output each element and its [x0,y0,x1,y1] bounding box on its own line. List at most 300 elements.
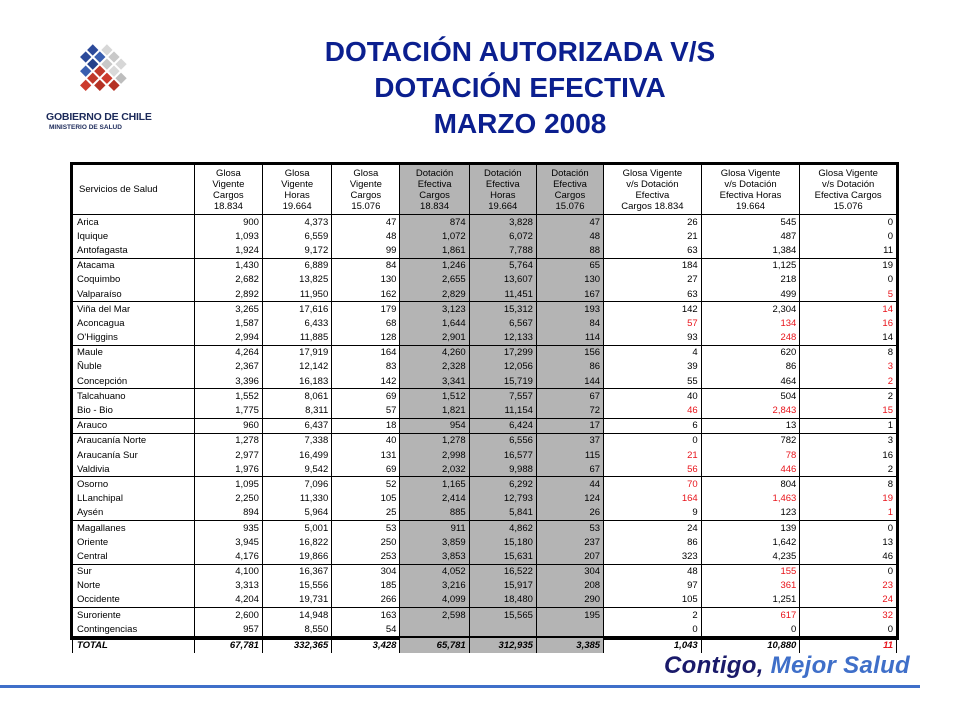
table-cell: 1,430 [194,258,262,273]
table-cell: 12,133 [469,331,536,346]
table-cell: 12,793 [469,492,536,506]
table-cell: 207 [536,549,603,564]
table-cell: 6,889 [262,258,331,273]
table-cell: 6,559 [262,229,331,243]
table-cell: 47 [536,215,603,230]
service-name: Bio - Bio [73,403,195,418]
table-cell: 179 [332,302,400,317]
table-cell: 37 [536,433,603,448]
table-cell: 16,822 [262,535,331,549]
table-cell: 48 [604,564,702,579]
table-cell [536,622,603,637]
table-cell: 67 [536,462,603,477]
table-cell: 874 [400,215,469,230]
table-cell: 9,988 [469,462,536,477]
column-header: Glosa Vigente v/s Dotación Efectiva Cargos 18.834 [604,165,702,215]
table-cell: 52 [332,477,400,492]
column-header: Glosa Vigente Cargos 18.834 [194,165,262,215]
table-cell: 1,072 [400,229,469,243]
table-cell: 15,565 [469,608,536,623]
table-row [73,448,897,462]
table-cell: 3,828 [469,215,536,230]
table-cell: 4,052 [400,564,469,579]
table-cell: 2,598 [400,608,469,623]
table-cell: 63 [604,287,702,302]
table-cell: 48 [536,229,603,243]
column-header: Dotación Efectiva Cargos 15.076 [536,165,603,215]
table-cell: 5,001 [262,520,331,535]
service-name: Talcahuano [73,389,195,404]
table-cell: 24 [604,520,702,535]
table-cell: 40 [604,389,702,404]
table-cell: 195 [536,608,603,623]
table-cell: 617 [701,608,800,623]
logo-mosaic-icon [62,40,132,108]
table-cell: 27 [604,273,702,287]
table-cell: 804 [701,477,800,492]
table-cell: 105 [604,593,702,608]
service-name: Aconcagua [73,316,195,330]
table-cell: 57 [332,403,400,418]
table-cell: 17 [536,418,603,433]
table-cell: 446 [701,462,800,477]
table-cell: 156 [536,345,603,360]
table-cell: 11 [800,243,897,258]
table-cell: 8 [800,477,897,492]
footer-rule [0,685,920,688]
table-cell: 7,096 [262,477,331,492]
table-cell: 957 [194,622,262,637]
table-cell: 3,313 [194,579,262,593]
table-cell: 19,866 [262,549,331,564]
table-cell: 504 [701,389,800,404]
title-line-3: MARZO 2008 [433,108,607,139]
table-cell: 19 [800,492,897,506]
service-name: TOTAL [73,637,195,652]
table-cell: 5,841 [469,506,536,521]
table-cell: 8 [800,345,897,360]
service-name: Central [73,549,195,564]
table-cell: 83 [332,360,400,374]
table-cell: 4,100 [194,564,262,579]
table-cell: 67,781 [194,637,262,652]
service-name: Oriente [73,535,195,549]
table-cell: 2 [800,374,897,389]
gobierno-de-chile-logo [36,40,154,150]
table-cell: 18 [332,418,400,433]
table-cell: 55 [604,374,702,389]
table-cell: 2,682 [194,273,262,287]
service-name: O'Higgins [73,331,195,346]
table-row [73,622,897,637]
table-row [73,564,897,579]
table-row [73,360,897,374]
table-cell: 65,781 [400,637,469,652]
title-line-1: DOTACIÓN AUTORIZADA V/S [324,36,716,67]
table-cell: 1,552 [194,389,262,404]
service-name: Viña del Mar [73,302,195,317]
service-name: Atacama [73,258,195,273]
table-cell: 894 [194,506,262,521]
table-cell: 115 [536,448,603,462]
service-name: Araucanía Sur [73,448,195,462]
table-cell: 0 [604,622,702,637]
table-cell: 3,859 [400,535,469,549]
table-cell: 69 [332,389,400,404]
table-cell: 15,719 [469,374,536,389]
table-cell: 21 [604,229,702,243]
table-cell: 128 [332,331,400,346]
table-cell: 162 [332,287,400,302]
table-cell: 65 [536,258,603,273]
table-cell: 16,522 [469,564,536,579]
table-cell: 1,125 [701,258,800,273]
table-cell: 84 [332,258,400,273]
table-cell: 4,099 [400,593,469,608]
service-name: Occidente [73,593,195,608]
table-cell: 464 [701,374,800,389]
column-header: Dotación Efectiva Cargos 18.834 [400,165,469,215]
table-cell: 3,945 [194,535,262,549]
table-cell: 3,123 [400,302,469,317]
logo-name: GOBIERNO DE CHILE [46,111,152,123]
table-cell: 114 [536,331,603,346]
column-header: Servicios de Salud [73,165,195,215]
table-cell: 54 [332,622,400,637]
table-cell: 19,731 [262,593,331,608]
table-cell: 4,264 [194,345,262,360]
table-cell: 2,998 [400,448,469,462]
table-cell: 1,775 [194,403,262,418]
table-cell: 15,312 [469,302,536,317]
total-row [73,637,897,652]
table-cell: 88 [536,243,603,258]
service-name: Suroriente [73,608,195,623]
table-cell: 7,788 [469,243,536,258]
table-cell: 6 [604,418,702,433]
table-cell: 11,451 [469,287,536,302]
table-cell: 3 [800,360,897,374]
table-cell: 361 [701,579,800,593]
service-name: LLanchipal [73,492,195,506]
staffing-table [72,164,897,653]
table-cell: 0 [701,622,800,637]
service-name: Valparaíso [73,287,195,302]
table-cell: 9,172 [262,243,331,258]
table-row [73,345,897,360]
table-cell: 1,463 [701,492,800,506]
table-cell: 2 [800,462,897,477]
table-row [73,520,897,535]
table-cell: 3,396 [194,374,262,389]
table-cell: 78 [701,448,800,462]
table-cell: 12,142 [262,360,331,374]
table-cell: 7,557 [469,389,536,404]
table-cell: 13 [701,418,800,433]
table-cell: 620 [701,345,800,360]
table-cell: 0 [604,433,702,448]
table-cell: 8,061 [262,389,331,404]
table-cell: 134 [701,316,800,330]
table-cell: 6,567 [469,316,536,330]
table-cell: 0 [800,564,897,579]
table-cell: 11,154 [469,403,536,418]
table-cell: 237 [536,535,603,549]
service-name: Sur [73,564,195,579]
table-cell: 2,892 [194,287,262,302]
table-cell: 46 [604,403,702,418]
staffing-table-container [70,162,899,652]
table-cell: 47 [332,215,400,230]
table-cell: 16,183 [262,374,331,389]
table-cell: 155 [701,564,800,579]
table-cell: 4,260 [400,345,469,360]
table-cell: 9 [604,506,702,521]
table-cell [400,622,469,637]
table-row [73,316,897,330]
table-cell: 142 [604,302,702,317]
table-row [73,258,897,273]
table-cell: 139 [701,520,800,535]
table-cell: 2 [604,608,702,623]
table-row [73,535,897,549]
table-cell: 4,862 [469,520,536,535]
table-cell: 144 [536,374,603,389]
table-cell: 3,385 [536,637,603,652]
table-row [73,403,897,418]
service-name: Iquique [73,229,195,243]
table-cell: 7,338 [262,433,331,448]
column-header: Glosa Vigente Cargos 15.076 [332,165,400,215]
table-cell: 9,542 [262,462,331,477]
table-cell: 8,311 [262,403,331,418]
table-row [73,273,897,287]
table-cell: 11,885 [262,331,331,346]
table-row [73,287,897,302]
service-name: Arauco [73,418,195,433]
table-cell: 885 [400,506,469,521]
table-cell: 6,292 [469,477,536,492]
slogan [664,652,910,680]
table-cell: 782 [701,433,800,448]
slogan-part-2: Mejor Salud [770,652,910,679]
table-cell: 5,964 [262,506,331,521]
table-cell: 97 [604,579,702,593]
table-cell: 3,853 [400,549,469,564]
table-cell: 164 [604,492,702,506]
table-cell: 1 [800,418,897,433]
table-cell: 142 [332,374,400,389]
table-cell: 164 [332,345,400,360]
table-cell: 1,093 [194,229,262,243]
service-name: Magallanes [73,520,195,535]
service-name: Contingencias [73,622,195,637]
table-cell: 4,204 [194,593,262,608]
table-cell: 208 [536,579,603,593]
table-cell: 304 [332,564,400,579]
table-cell: 5,764 [469,258,536,273]
table-cell: 44 [536,477,603,492]
table-cell: 3,428 [332,637,400,652]
table-cell: 5 [800,287,897,302]
table-row [73,579,897,593]
table-cell: 69 [332,462,400,477]
column-header: Dotación Efectiva Horas 19.664 [469,165,536,215]
table-cell: 8,550 [262,622,331,637]
table-cell: 86 [701,360,800,374]
service-name: Osorno [73,477,195,492]
table-cell: 6,424 [469,418,536,433]
table-cell: 24 [800,593,897,608]
table-cell: 184 [604,258,702,273]
table-cell: 1,512 [400,389,469,404]
table-cell: 11,330 [262,492,331,506]
table-cell: 2 [800,389,897,404]
table-cell: 19 [800,258,897,273]
table-cell: 16,367 [262,564,331,579]
table-cell: 2,328 [400,360,469,374]
table-cell: 6,433 [262,316,331,330]
table-cell: 11 [800,637,897,652]
table-cell: 0 [800,229,897,243]
table-cell: 1 [800,506,897,521]
table-cell: 15,180 [469,535,536,549]
table-cell: 266 [332,593,400,608]
table-cell: 57 [604,316,702,330]
table-cell: 960 [194,418,262,433]
table-cell: 25 [332,506,400,521]
table-cell: 67 [536,389,603,404]
table-cell: 499 [701,287,800,302]
table-cell: 124 [536,492,603,506]
table-cell: 56 [604,462,702,477]
table-cell: 16 [800,448,897,462]
table-cell: 39 [604,360,702,374]
table-cell: 21 [604,448,702,462]
table-cell: 2,600 [194,608,262,623]
table-cell: 13 [800,535,897,549]
table-cell: 0 [800,520,897,535]
table-cell: 332,365 [262,637,331,652]
table-cell: 1,644 [400,316,469,330]
table-cell: 3,216 [400,579,469,593]
table-cell: 130 [536,273,603,287]
service-name: Norte [73,579,195,593]
table-cell: 23 [800,579,897,593]
table-cell: 15,631 [469,549,536,564]
table-cell: 935 [194,520,262,535]
service-name: Antofagasta [73,243,195,258]
table-cell: 16,499 [262,448,331,462]
table-cell: 4,176 [194,549,262,564]
table-cell: 304 [536,564,603,579]
table-cell: 16 [800,316,897,330]
table-cell: 17,919 [262,345,331,360]
table-row [73,418,897,433]
table-cell: 1,384 [701,243,800,258]
table-row [73,389,897,404]
table-cell: 185 [332,579,400,593]
table-cell: 4,235 [701,549,800,564]
table-cell: 0 [800,622,897,637]
table-cell: 6,437 [262,418,331,433]
table-cell: 93 [604,331,702,346]
table-cell: 2,414 [400,492,469,506]
table-cell: 911 [400,520,469,535]
table-cell: 123 [701,506,800,521]
table-cell: 1,587 [194,316,262,330]
table-cell: 86 [536,360,603,374]
table-cell: 2,829 [400,287,469,302]
table-cell: 18,480 [469,593,536,608]
title-line-2: DOTACIÓN EFECTIVA [374,72,666,103]
table-cell: 2,304 [701,302,800,317]
table-row [73,229,897,243]
table-cell: 218 [701,273,800,287]
service-name: Ñuble [73,360,195,374]
table-cell: 312,935 [469,637,536,652]
table-row [73,608,897,623]
table-row [73,243,897,258]
table-cell: 1,251 [701,593,800,608]
table-cell: 14 [800,331,897,346]
table-cell: 2,843 [701,403,800,418]
table-cell: 2,032 [400,462,469,477]
table-cell: 15,917 [469,579,536,593]
table-cell: 26 [604,215,702,230]
slogan-part-1: Contigo, [664,652,764,679]
table-cell: 1,095 [194,477,262,492]
table-cell: 1,043 [604,637,702,652]
table-cell: 253 [332,549,400,564]
table-cell: 26 [536,506,603,521]
service-name: Coquimbo [73,273,195,287]
table-row [73,302,897,317]
table-cell: 17,616 [262,302,331,317]
table-cell: 53 [536,520,603,535]
table-row [73,477,897,492]
service-name: Maule [73,345,195,360]
table-cell: 105 [332,492,400,506]
table-cell: 40 [332,433,400,448]
table-cell: 11,950 [262,287,331,302]
table-row [73,331,897,346]
table-cell: 248 [701,331,800,346]
table-cell: 15,556 [262,579,331,593]
table-cell: 163 [332,608,400,623]
service-name: Araucanía Norte [73,433,195,448]
table-cell: 2,250 [194,492,262,506]
table-cell: 16,577 [469,448,536,462]
table-cell: 99 [332,243,400,258]
table-cell: 10,880 [701,637,800,652]
table-cell: 1,642 [701,535,800,549]
table-cell: 84 [536,316,603,330]
table-row [73,593,897,608]
table-cell: 2,994 [194,331,262,346]
table-cell: 72 [536,403,603,418]
table-cell: 1,278 [400,433,469,448]
column-header: Glosa Vigente v/s Dotación Efectiva Cargos 15.076 [800,165,897,215]
table-cell: 0 [800,215,897,230]
table-cell: 14 [800,302,897,317]
table-row [73,549,897,564]
table-cell: 63 [604,243,702,258]
table-cell: 12,056 [469,360,536,374]
table-cell: 3,265 [194,302,262,317]
table-cell: 1,165 [400,477,469,492]
table-cell: 14,948 [262,608,331,623]
